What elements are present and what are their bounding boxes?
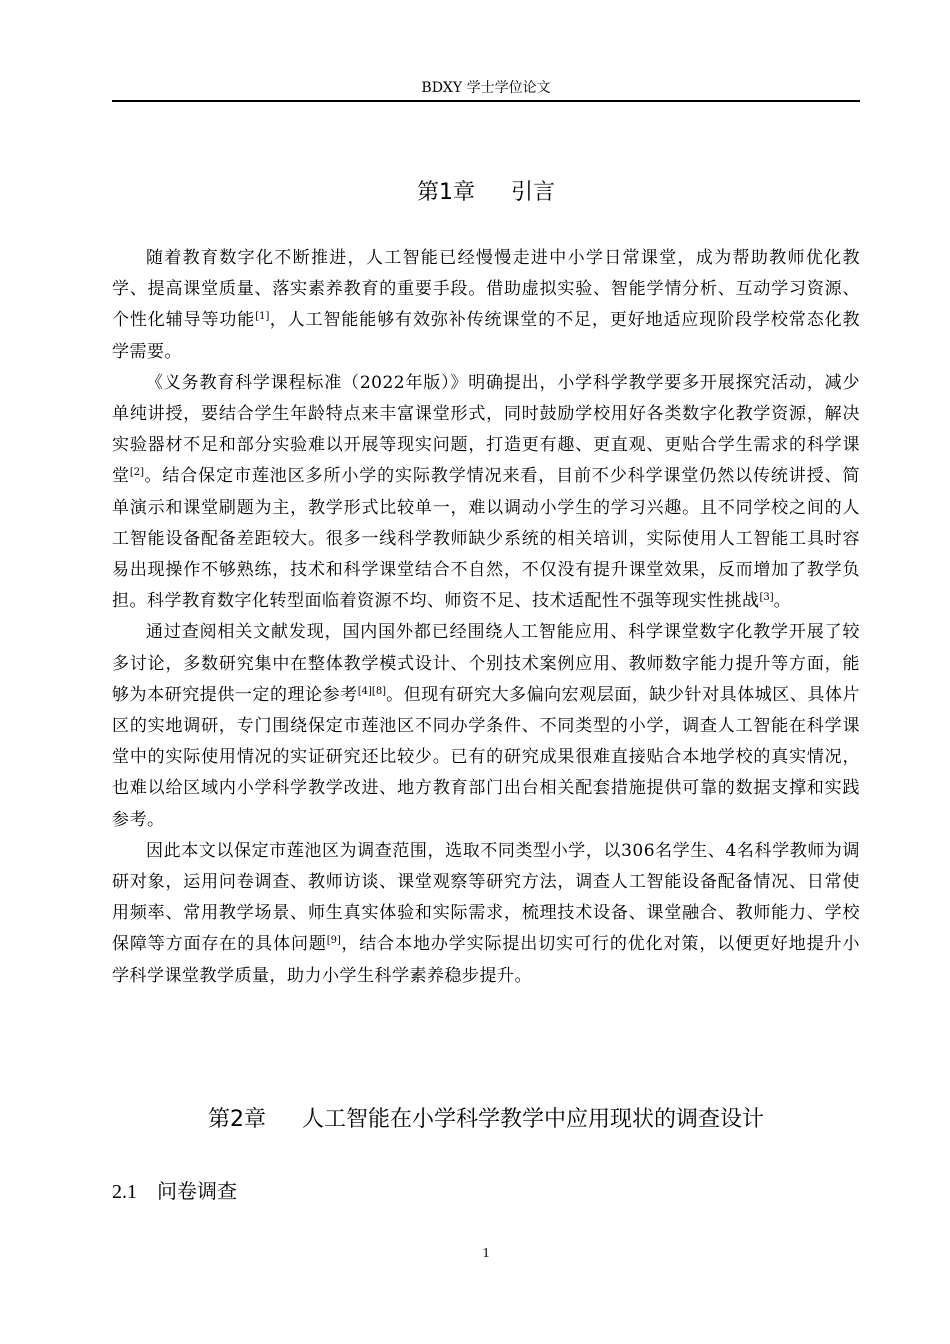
chapter-2-heading [112,1105,860,1135]
citation-1: [1] [255,311,270,323]
section-2-1-number: 2.1 [112,1181,137,1203]
section-2-1-heading [112,1176,237,1207]
section-2-1-title: 问卷调查 [157,1179,237,1203]
page-number: 1 [482,1246,490,1261]
paragraph-4 [112,836,860,992]
paragraph-1-text-b: ，人工智能能够有效弥补传统课堂的不足，更好地适应现阶段学校常态化教学需要。 [112,310,861,362]
paragraph-3-text-b: 。但现有研究大多偏向宏观层面，缺少针对具体城区、具体片区的实地调研，专门围绕保定市莲池区不同办学条件、不同类型的小学，调查人工智能在科学课堂中的实际使用情况的实证研究还比较少。已有的研究成果很难直接贴合本地学校的真实情况，也难以给区域内小学科学教学改进、地方教育部门出台相关配套措施提供可靠的数据支撑和实践参考。 [112,684,861,830]
citation-4-8: [4][8] [357,685,387,697]
chapter-2-title: 人工智能在小学科学教学中应用现状的调查设计 [301,1107,764,1132]
paragraph-1-text-a: 随着教育数字化不断推进，人工智能已经慢慢走进中小学日常课堂，成为帮助教师优化教学、提高课堂质量、落实素养教育的重要手段。借助虚拟实验、智能学情分析、互动学习资源、个性化辅导等功能 [112,248,860,331]
citation-9: [9] [326,935,341,947]
chapter-1-heading [112,178,860,208]
paragraph-2 [112,368,860,618]
paragraph-2-text-c: 。 [773,591,792,612]
citation-2: [2] [129,467,145,479]
running-header: BDXY 学士学位论文 [421,80,551,96]
chapter-1-title: 引言 [510,180,555,205]
chapter-1-body [112,243,860,992]
paragraph-4-text-a: 因此本文以保定市莲池区为调查范围，选取不同类型小学，以306名学生、4名科学教师为调研对象，运用问卷调查、教师访谈、课堂观察等研究方法，调查人工智能设备配备情况、日常使用频率、常用教学场景、师生真实体验和实际需求，梳理技术设备、课堂融合、教师能力、学校保障等方面存在的具体问题 [112,840,860,955]
paragraph-2-text-b: 。结合保定市莲池区多所小学的实际教学情况来看，目前不少科学课堂仍然以传统讲授、简单演示和课堂刷题为主，教学形式比较单一，难以调动小学生的学习兴趣。且不同学校之间的人工智能设备配备差距较大。很多一线科学教师缺少系统的相关培训，实际使用人工智能工具时容易出现操作不够熟练，技术和科学课堂结合不自然，不仅没有提升课堂效果，反而增加了教学负担。科学教育数字化转型面临着资源不均、师资不足、技术适配性不强等现实性挑战 [112,466,861,612]
citation-3: [3] [759,592,774,604]
chapter-1-number: 第1章 [416,180,475,205]
paragraph-1 [112,243,860,368]
chapter-2-number: 第2章 [207,1107,266,1132]
header-rule [112,100,860,102]
paragraph-3 [112,617,860,835]
paragraph-3-text-a: 通过查阅相关文献发现，国内国外都已经围绕人工智能应用、科学课堂数字化教学开展了较多讨论，多数研究集中在整体教学模式设计、个别技术案例应用、教师数字能力提升等方面，能够为本研究提供一定的理论参考 [112,622,860,705]
paragraph-4-text-b: ，结合本地办学实际提出切实可行的优化对策，以便更好地提升小学科学课堂教学质量，助力小学生科学素养稳步提升。 [112,934,861,986]
paragraph-2-text-a: 《义务教育科学课程标准（2022年版）》明确提出，小学科学教学要多开展探究活动，减少单纯讲授，要结合学生年龄特点来丰富课堂形式，同时鼓励学校用好各类数字化教学资源，解决实验器材不足和部分实验难以开展等现实问题，打造更有趣、更直观、更贴合学生需求的科学课堂 [112,372,860,487]
